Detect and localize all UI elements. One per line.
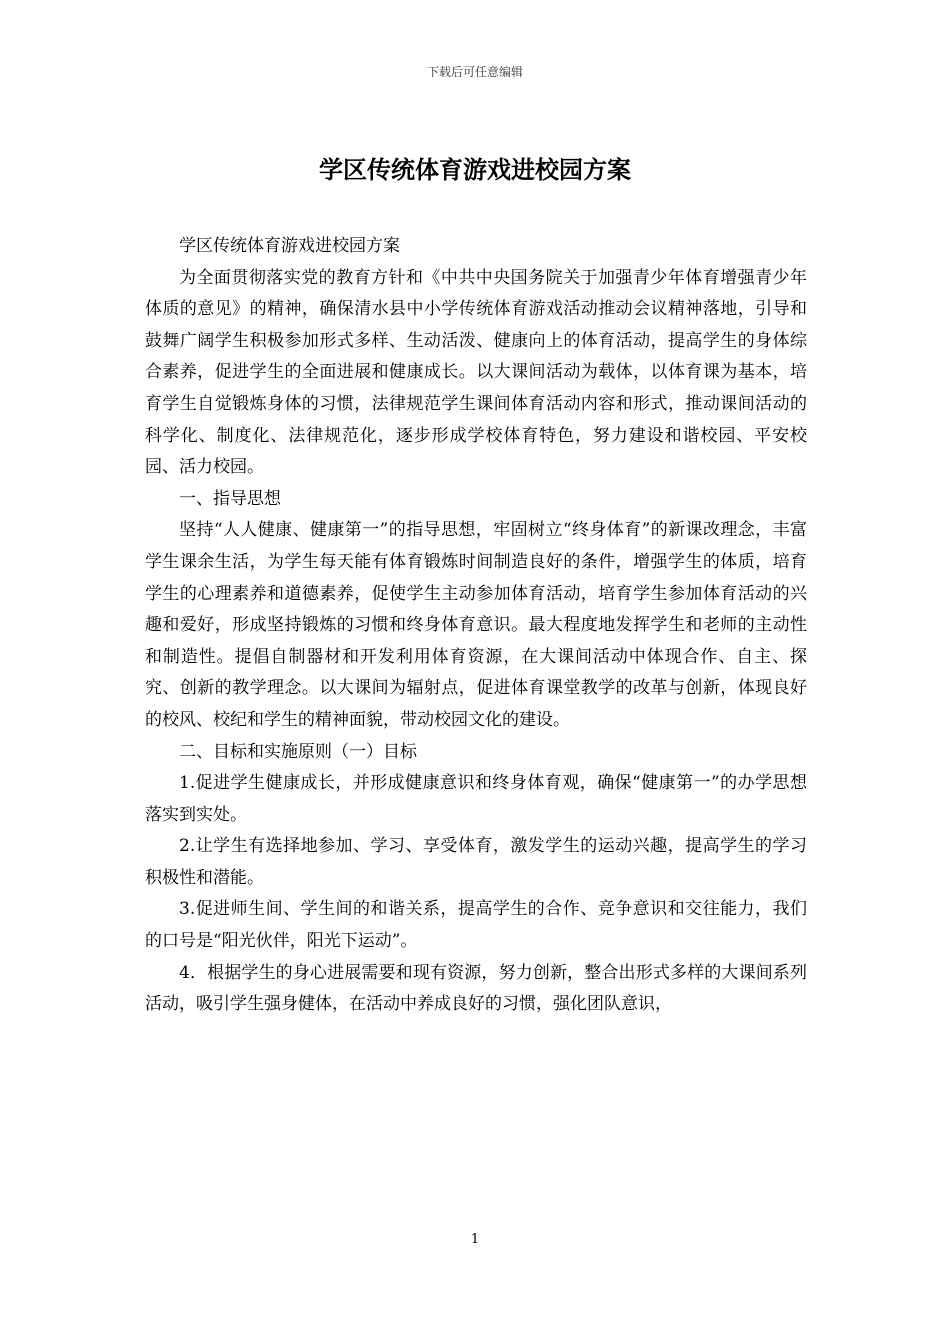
- paragraph-intro: 为全面贯彻落实党的教育方针和《中共中央国务院关于加强青少年体育增强青少年体质的意见》的精神，确保清水县中小学传统体育游戏活动推动会议精神落地，引导和鼓舞广阔学生积极参加形式多样、生动活泼、健康向上的体育活动，提高学生的身体综合素养，促进学生的全面进展和健康成长。以大课间活动为载体，以体育课为基本，培育学生自觉锻炼身体的习惯，法律规范学生课间体育活动内容和形式，推动课间活动的科学化、制度化、法律规范化，逐步形成学校体育特色，努力建设和谐校园、平安校园、活力校园。: [145, 267, 807, 478]
- section-heading-guiding-thought: 一、指导思想: [179, 488, 281, 509]
- document-body: [145, 231, 807, 1021]
- paragraph-subtitle: 学区传统体育游戏进校园方案: [179, 236, 400, 256]
- document-title: 学区传统体育游戏进校园方案: [319, 155, 631, 184]
- list-item-goal-3: 3.促进师生间、学生间的和谐关系，提高学生的合作、竞争意识和交往能力，我们的口号是“阳光伙伴，阳光下运动”。: [145, 899, 807, 952]
- page-number: 1: [470, 1232, 480, 1247]
- list-item-goal-1: 1.促进学生健康成长，并形成健康意识和终身体育观，确保“健康第一”的办学思想落实到实处。: [145, 773, 807, 825]
- list-item-goal-2: 2.让学生有选择地参加、学习、享受体育，激发学生的运动兴趣，提高学生的学习积极性和潜能。: [145, 836, 807, 888]
- section-heading-goals: 二、目标和实施原则（一）目标: [179, 741, 417, 762]
- header-note: 下载后可任意编辑: [426, 65, 523, 79]
- list-item-goal-4: 4．根据学生的身心进展需要和现有资源，努力创新，整合出形式多样的大课间系列活动，吸引学生强身健体，在活动中养成良好的习惯，强化团队意识，: [145, 962, 807, 1015]
- paragraph-guiding-thought: 坚持“人人健康、健康第一”的指导思想，牢固树立“终身体育”的新课改理念，丰富学生课余生活，为学生每天能有体育锻炼时间制造良好的条件，增强学生的体质，培育学生的心理素养和道德素养，促使学生主动参加体育活动，培育学生参加体育活动的兴趣和爱好，形成坚持锻炼的习惯和终身体育意识。最大程度地发挥学生和老师的主动性和制造性。提倡自制器材和开发利用体育资源，在大课间活动中体现合作、自主、探究、创新的教学理念。以大课间为辐射点，促进体育课堂教学的改革与创新，体现良好的校风、校纪和学生的精神面貌，带动校园文化的建设。: [145, 520, 807, 730]
